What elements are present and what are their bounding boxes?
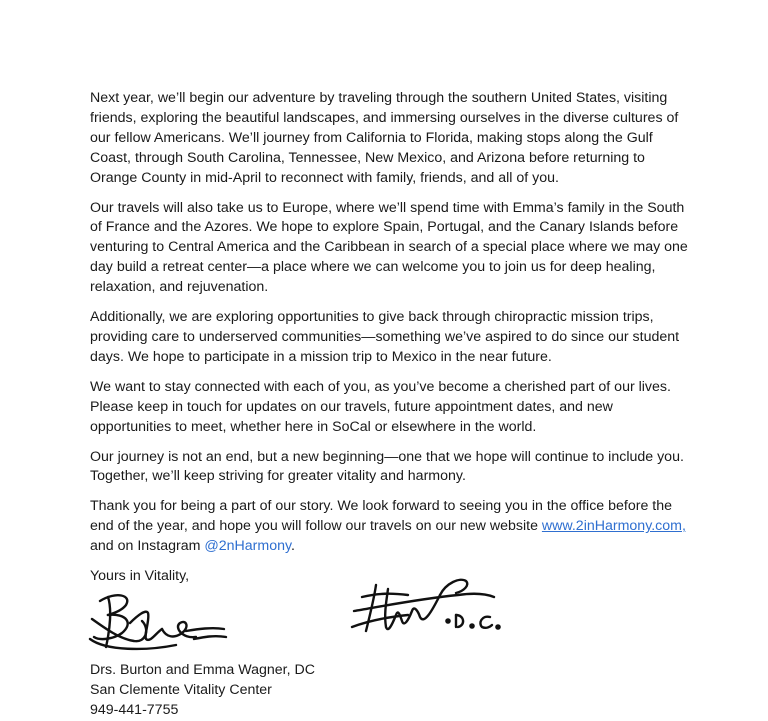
signature-burton-icon <box>86 589 236 653</box>
paragraph-3: Additionally, we are exploring opportunities to give back through chiropractic mission trips, providing care to underserved communities—something we’ve aspired to do since our student days. We hope to participate in a mission trip to Mexico in the near future. <box>90 309 680 365</box>
paragraph-1: Next year, we’ll begin our adventure by traveling through the southern United States, visiting friends, exploring the beautiful landscapes, and immersing ourselves in the diverse cultures of our fellow Americans. We’ll journey from California to Florida, making stops along the Gulf Coast, through South Carolina, Tennessee, New Mexico, and Arizona before returning to Orange County in mid-April to reconnect with family, friends, and all of you. <box>90 90 679 186</box>
paragraph-5: Our journey is not an end, but a new beginning—one that we hope will continue to include you. Together, we’ll keep striving for greater vitality and harmony. <box>90 448 684 485</box>
signer-names: Drs. Burton and Emma Wagner, DC <box>90 661 315 678</box>
signatures <box>90 587 690 657</box>
practice-name: San Clemente Vitality Center <box>90 681 272 698</box>
paragraph-2: Our travels will also take us to Europe, where we’ll spend time with Emma’s family in the South of France and the Azores. We hope to explore Spain, Portugal, and the Canary Islands before venturing to Central America and the Caribbean in search of a special place where we may one day build a retreat center—a place where we can welcome you to join us for deep healing, relaxation, and rejuvenation. <box>90 199 688 296</box>
signature-emma-icon <box>348 571 508 641</box>
phone-number: 949-441-7755 <box>90 701 179 718</box>
paragraph-6-middle: and on Instagram <box>90 538 205 555</box>
paragraph-4: We want to stay connected with each of you, as you’ve become a cherished part of our lives. Please keep in touch for updates on our travels, future appointment dates, and new opportunities to meet, whether here in SoCal or elsewhere in the world. <box>90 378 671 435</box>
instagram-handle-link[interactable]: @2nHarmony <box>204 538 292 555</box>
paragraph-6-end: . <box>291 538 295 555</box>
letter-body <box>90 89 690 721</box>
website-link[interactable]: www.2inHarmony.com, <box>541 518 686 535</box>
closing-line: Yours in Vitality, <box>90 568 190 585</box>
paragraph-6-text: Thank you for being a part of our story. We look forward to seeing you in the office before the end of the year, and hope you will follow our travels on our new website <box>90 498 673 535</box>
paragraph-6 <box>90 497 690 557</box>
